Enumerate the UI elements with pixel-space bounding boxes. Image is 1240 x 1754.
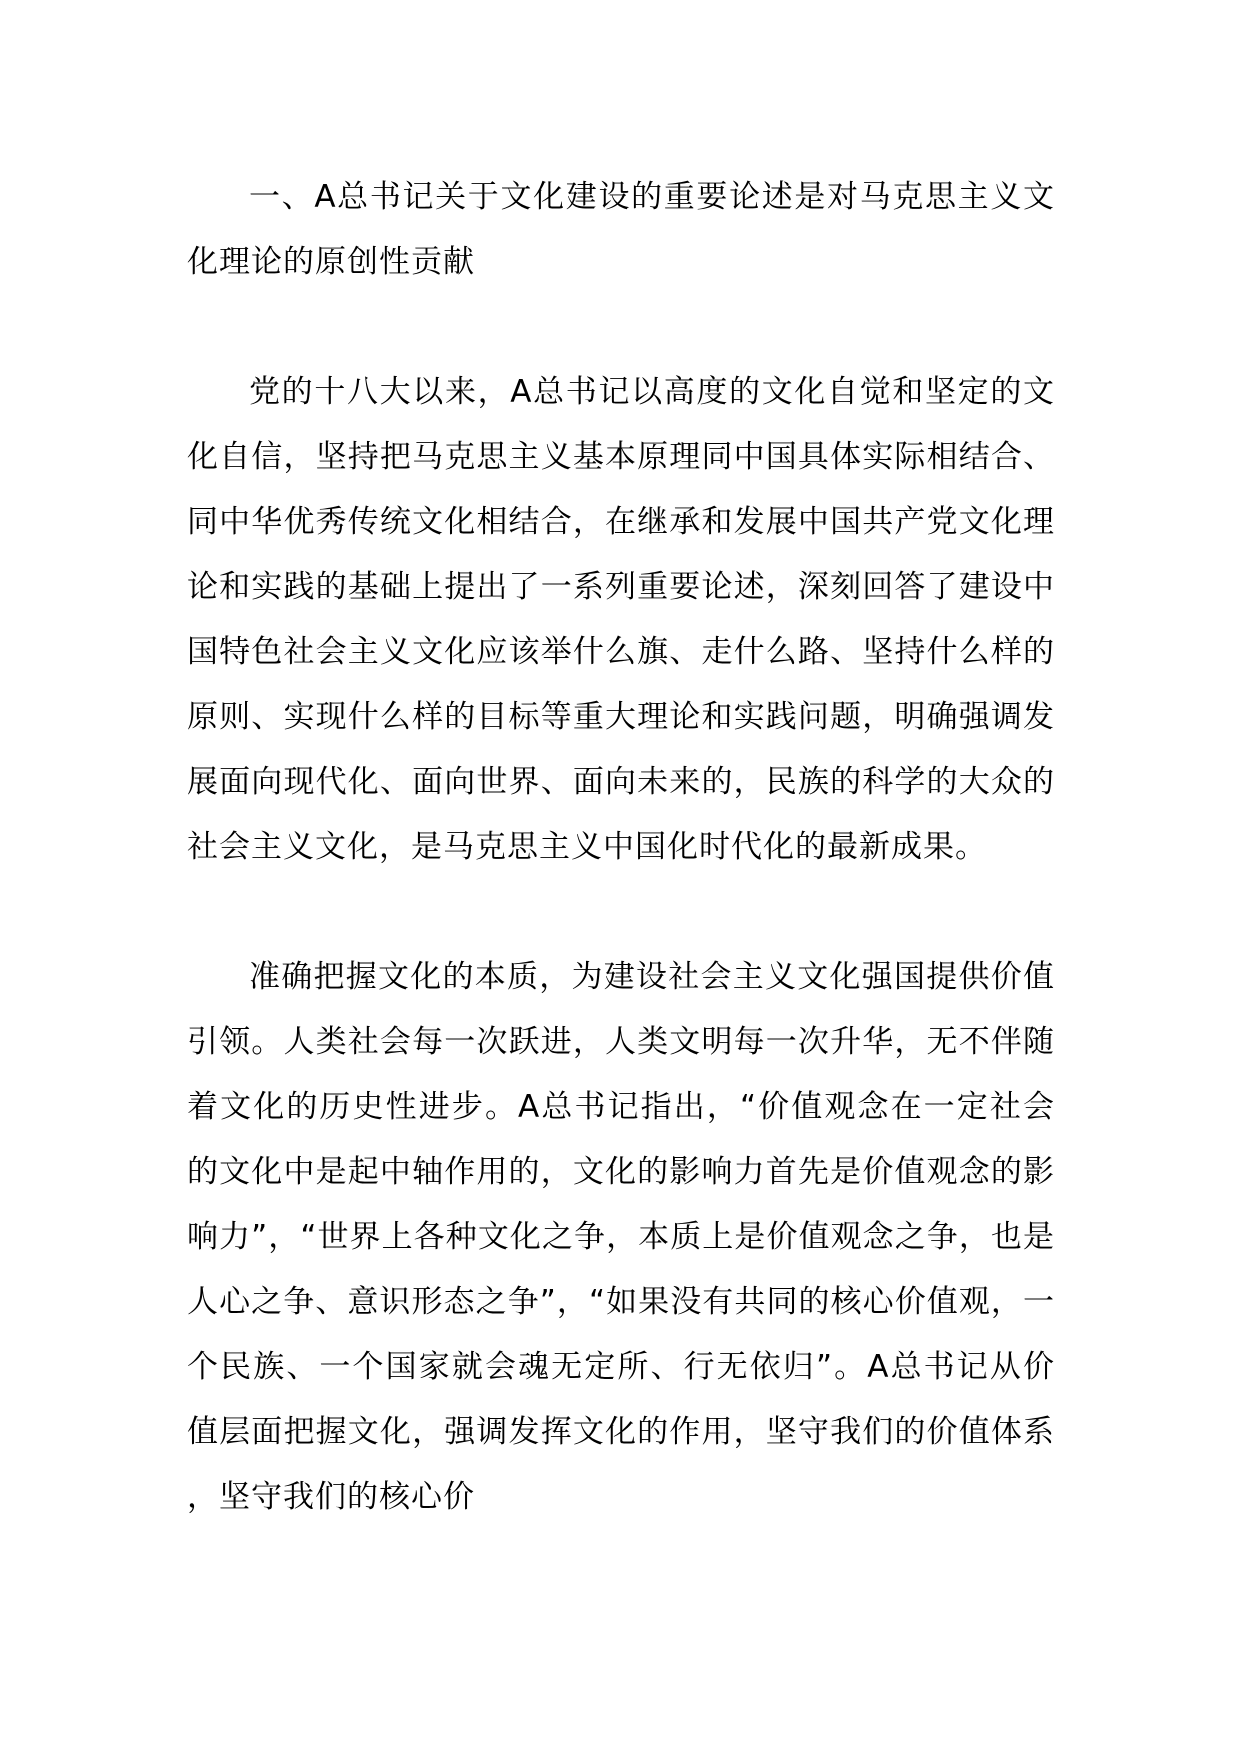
body-paragraph-1: 党的十八大以来，A总书记以高度的文化自觉和坚定的文化自信，坚持把马克思主义基本原理同中国具体实际相结合、同中华优秀传统文化相结合，在继承和发展中国共产党文化理论和实践的基础上提出了一系列重要论述，深刻回答了建设中国特色社会主义文化应该举什么旗、走什么路、坚持什么样的原则、实现什么样的目标等重大理论和实践问题，明确强调发展面向现代化、面向世界、面向未来的，民族的科学的大众的社会主义文化，是马克思主义中国化时代化的最新成果。 [187,374,1055,865]
paragraph-spacer [187,295,1055,360]
section-heading: 一、A总书记关于文化建设的重要论述是对马克思主义文化理论的原创性贡献 [187,179,1055,280]
document-body [187,165,1055,1530]
body-paragraph-2: 准确把握文化的本质，为建设社会主义文化强国提供价值引领。人类社会每一次跃进，人类文明每一次升华，无不伴随着文化的历史性进步。A总书记指出，“价值观念在一定社会的文化中是起中轴作用的，文化的影响力首先是价值观念的影响力”，“世界上各种文化之争，本质上是价值观念之争，也是人心之争、意识形态之争”，“如果没有共同的核心价值观，一个民族、一个国家就会魂无定所、行无依归”。A总书记从价值层面把握文化，强调发挥文化的作用，坚守我们的价值体系，坚守我们的核心价 [187,959,1055,1515]
paragraph-spacer [187,880,1055,945]
